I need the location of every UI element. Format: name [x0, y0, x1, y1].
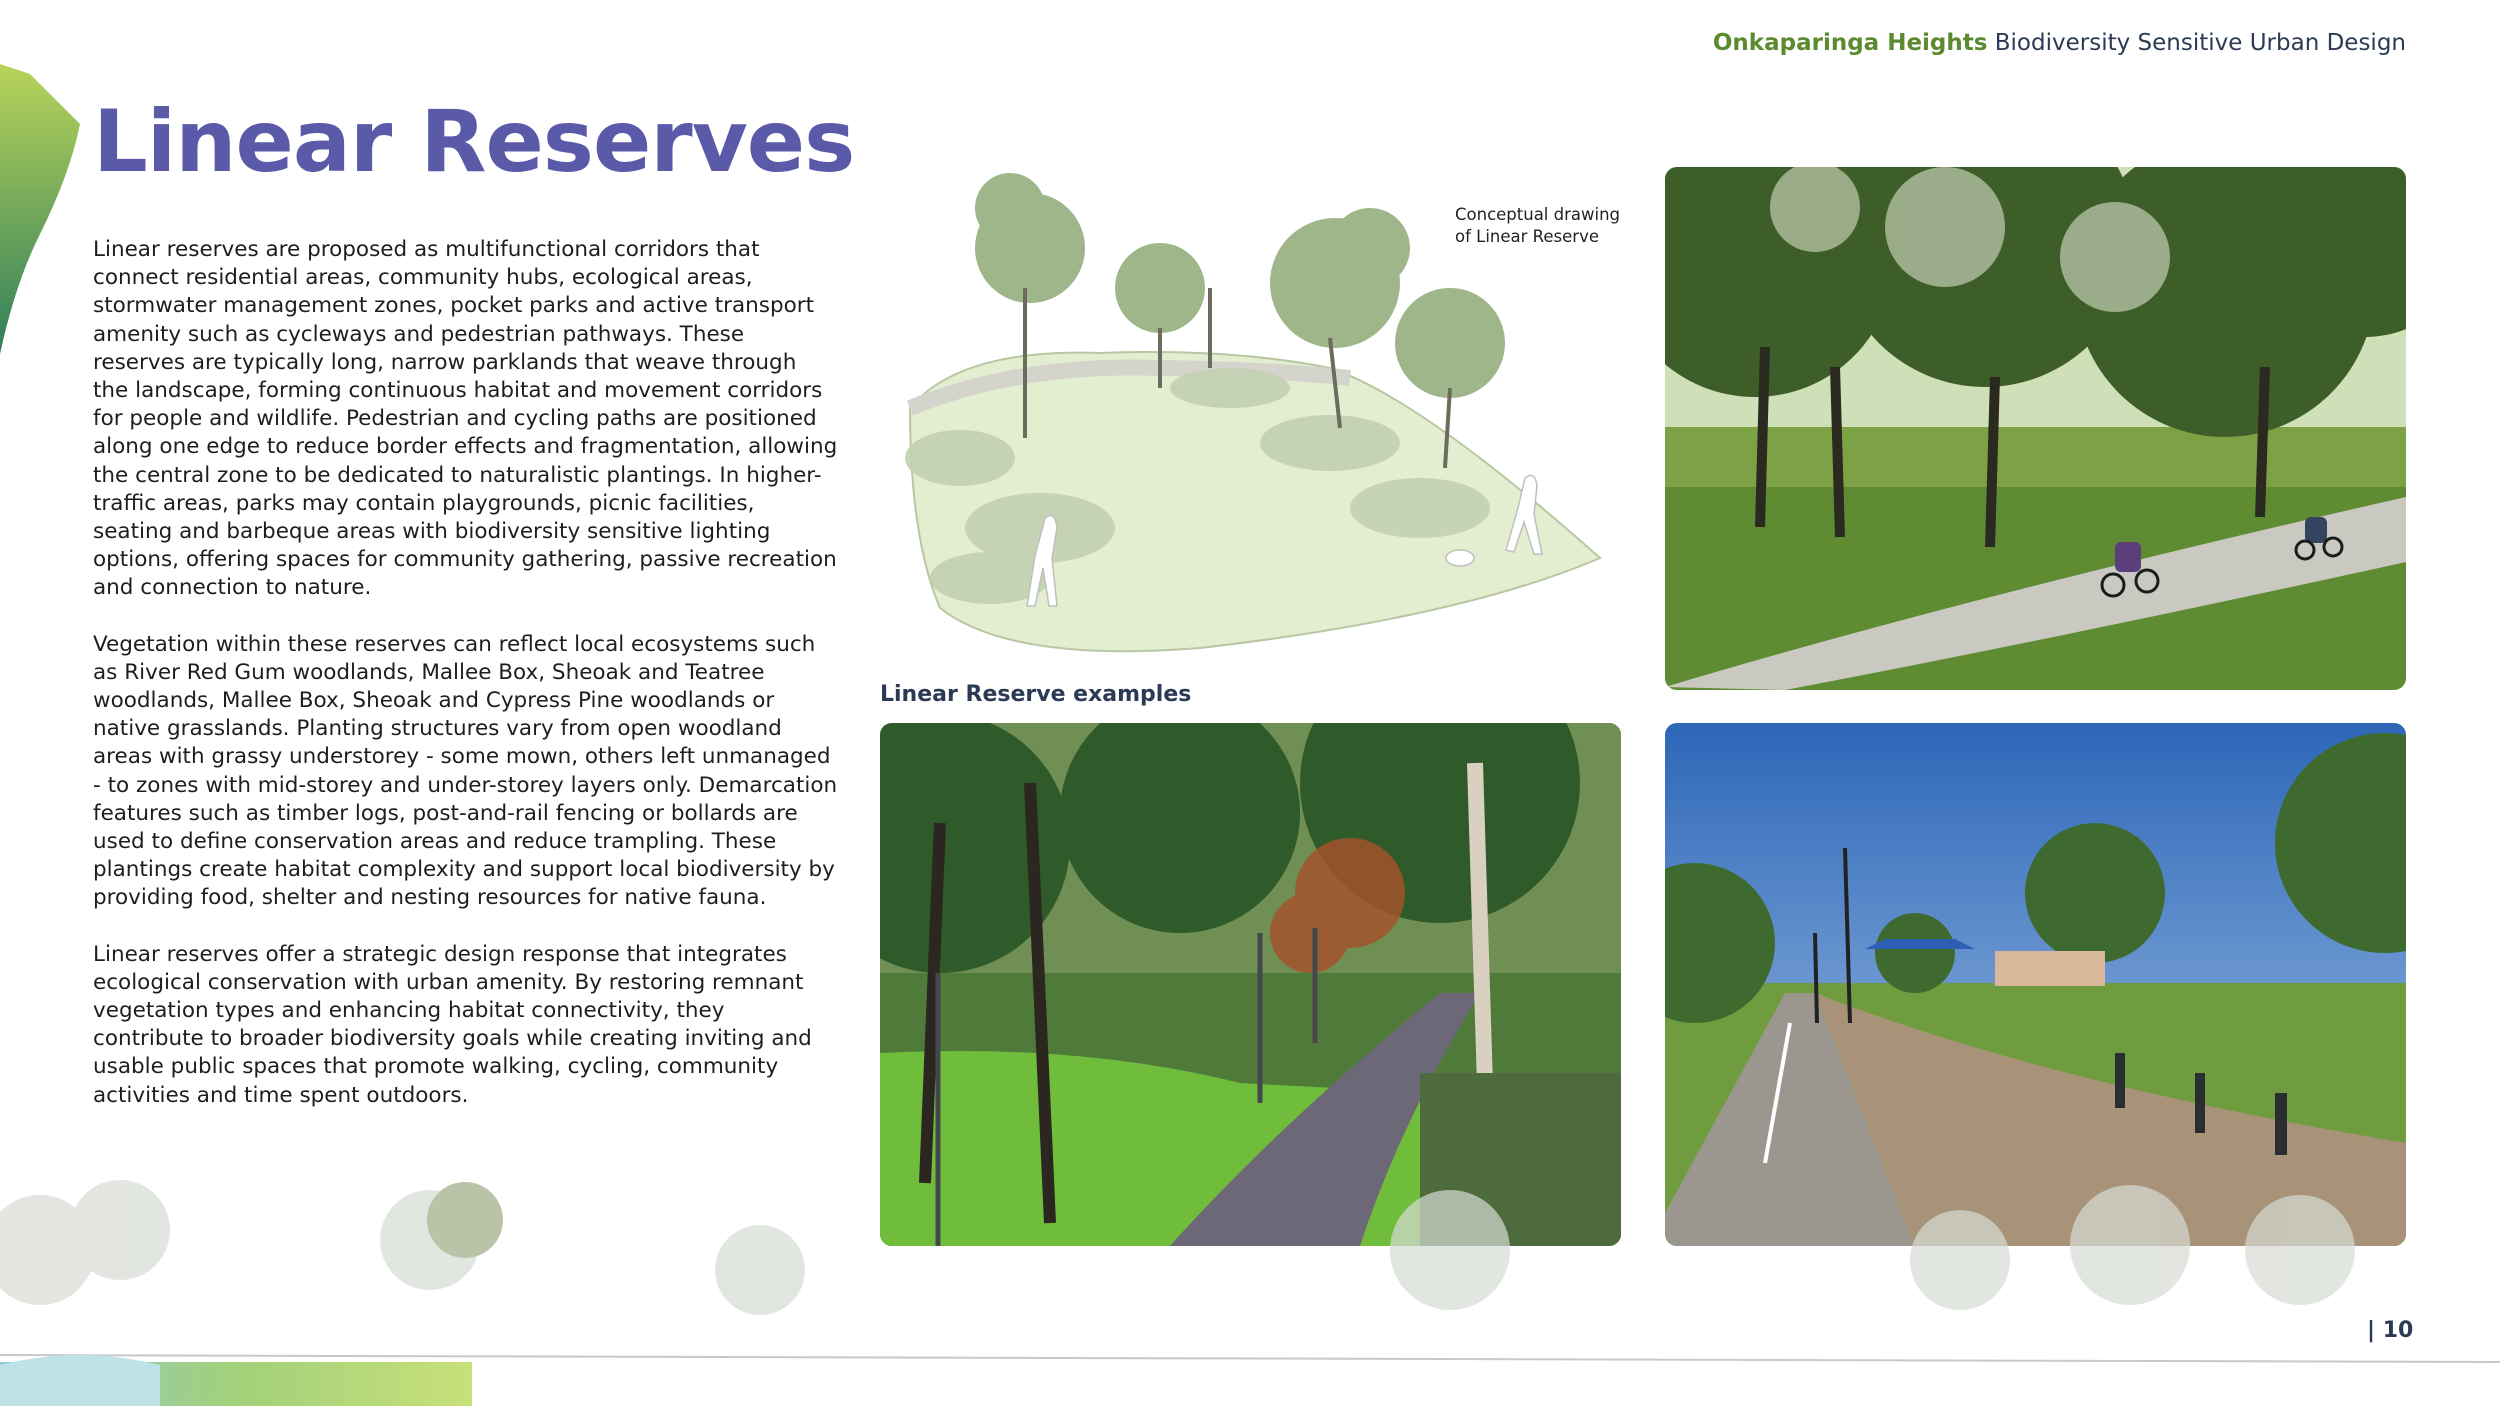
- page-number: | 10: [2367, 1318, 2414, 1343]
- page-header: [1713, 30, 2406, 56]
- header-brand: Onkaparinga Heights: [1712, 30, 1988, 56]
- body-copy: [93, 236, 838, 1138]
- green-accent-shape: [0, 64, 84, 364]
- examples-heading: Linear Reserve examples: [880, 682, 1192, 707]
- park-cycling-photo: [1665, 167, 2406, 690]
- body-paragraph: Linear reserves are proposed as multifunctional corridors that connect residential areas, community hubs, ecological areas, stormwater management zones, pocket parks and active transport amenity such as cycleways and pedestrian pathways. These reserves are typically long, narrow parklands that weave through the landscape, forming continuous habitat and movement corridors for people and wildlife. Pedestrian and cycling paths are positioned along one edge to reduce border effects and fragmentation, allowing the central zone to be dedicated to naturalistic plantings. In higher-traffic areas, parks may contain playgrounds, picnic facilities, seating and barbeque areas with biodiversity sensitive lighting options, offering spaces for community gathering, passive recreation and connection to nature.: [93, 237, 838, 601]
- body-paragraph: Linear reserves offer a strategic design response that integrates ecological conservation with urban amenity. By restoring remnant vegetation types and enhancing habitat connectivity, they contribute to broader biodiversity goals while creating inviting and usable public spaces that promote walking, cycling, community activities and time spent outdoors.: [93, 941, 812, 1108]
- body-paragraph: Vegetation within these reserves can reflect local ecosystems such as River Red Gum woodlands, Mallee Box, Sheoak and Teatree woodlands, Mallee Box, Sheoak and Cypress Pine woodlands or native grasslands. Planting structures vary from open woodland areas with grassy understorey - some mown, others left unmanaged - to zones with mid-storey and under-storey layers only. Demarcation features such as timber logs, post-and-rail fencing or bollards are used to define conservation areas and reduce trampling. These plantings create habitat complexity and support local biodiversity by providing food, shelter and nesting resources for native fauna.: [93, 631, 838, 911]
- page-title: Linear Reserves: [93, 92, 855, 192]
- drawing-caption: Conceptual drawing of Linear Reserve: [1455, 205, 1621, 246]
- header-subtitle: Biodiversity Sensitive Urban Design: [1994, 30, 2406, 56]
- landscape-footer-band: [0, 1150, 2500, 1406]
